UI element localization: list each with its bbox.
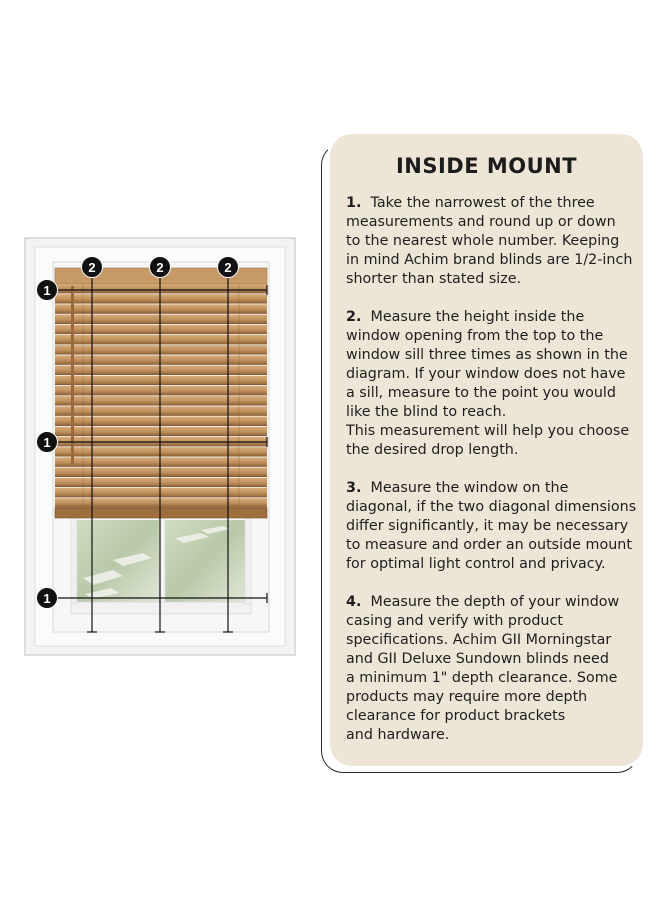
step-text: window opening from the top to the — [346, 328, 604, 344]
step-line — [346, 726, 627, 745]
step-text: measurements and round up or down — [346, 214, 616, 230]
step-text: to measure and order an outside mount — [346, 537, 632, 553]
step-text: casing and verify with product — [346, 613, 563, 629]
step-text: clearance for product brackets — [346, 708, 566, 724]
blind-slat — [55, 488, 267, 497]
blind-slat — [55, 345, 267, 354]
step-text: like the blind to reach. — [346, 404, 507, 420]
step-number: 3. — [346, 480, 362, 496]
blind-slat — [55, 294, 267, 303]
step-line — [346, 327, 627, 346]
step-line — [346, 555, 627, 574]
step-text: and GII Deluxe Sundown blinds need — [346, 651, 609, 667]
step-line — [346, 403, 627, 422]
marker-width-middle: 1 — [36, 431, 58, 453]
step-line — [346, 365, 627, 384]
step-text: in mind Achim brand blinds are 1/2-inch — [346, 252, 633, 268]
step-text: This measurement will help you choose — [346, 423, 630, 439]
window-diagram — [25, 238, 295, 655]
instruction-step — [346, 479, 637, 574]
marker-width-bottom: 1 — [36, 587, 58, 609]
blind-slat — [55, 386, 267, 395]
step-line — [346, 270, 627, 289]
blind-slat — [55, 366, 267, 375]
step-line — [346, 498, 637, 517]
step-line — [346, 346, 627, 365]
step-line — [346, 232, 627, 251]
step-line — [346, 593, 627, 612]
blind-slat — [55, 355, 267, 364]
window-sash-left — [71, 514, 77, 604]
marker-height-right: 2 — [217, 256, 239, 278]
step-line — [346, 536, 632, 555]
step-text: Measure the window on the — [370, 480, 569, 496]
blind-slat — [55, 478, 267, 487]
step-number: 1. — [346, 195, 362, 211]
blind-slat — [55, 406, 267, 415]
step-text: a sill, measure to the point you would — [346, 385, 616, 401]
step-line — [346, 308, 627, 327]
step-text: a minimum 1" depth clearance. Some — [346, 670, 618, 686]
step-text: Measure the depth of your window — [370, 594, 620, 610]
step-text: to the nearest whole number. Keeping — [346, 233, 620, 249]
instruction-step — [346, 308, 630, 460]
step-text: Take the narrowest of the three — [370, 195, 595, 211]
glass-right — [165, 520, 245, 602]
step-line — [346, 688, 627, 707]
step-line — [346, 612, 627, 631]
blind-slat — [55, 335, 267, 344]
window-svg — [25, 238, 295, 655]
blind-slat — [55, 417, 267, 426]
step-line — [346, 707, 627, 726]
step-line — [346, 251, 633, 270]
step-text: diagonal, if the two diagonal dimensions — [346, 499, 637, 515]
marker-height-left: 2 — [81, 256, 103, 278]
blind-slat — [55, 284, 267, 293]
blind-slat — [55, 427, 267, 436]
step-line — [346, 213, 627, 232]
blind-slat — [55, 498, 267, 507]
step-text: products may require more depth — [346, 689, 588, 705]
step-text: for optimal light control and privacy. — [346, 556, 606, 572]
step-line — [346, 441, 627, 460]
instruction-step — [346, 194, 633, 289]
step-text: Measure the height inside the — [370, 309, 585, 325]
step-line — [346, 194, 627, 213]
step-text: diagram. If your window does not have — [346, 366, 626, 382]
step-line — [346, 650, 627, 669]
blind-slat — [55, 457, 267, 466]
step-text: specifications. Achim GII Morningstar — [346, 632, 612, 648]
blind-slat — [55, 304, 267, 313]
step-list — [346, 194, 637, 745]
step-text: and hardware. — [346, 727, 450, 743]
blind-slat — [55, 325, 267, 334]
window-sash-right — [245, 514, 251, 604]
step-text: the desired drop length. — [346, 442, 519, 458]
step-text: window sill three times as shown in the — [346, 347, 628, 363]
instruction-card — [330, 134, 643, 766]
step-line — [346, 669, 627, 688]
blind-slat — [55, 396, 267, 405]
marker-height-center: 2 — [149, 256, 171, 278]
step-number: 2. — [346, 309, 362, 325]
window-sill-frame — [71, 602, 251, 614]
step-text: shorter than stated size. — [346, 271, 522, 287]
step-line — [346, 422, 630, 441]
blind-bottom-rail — [55, 508, 267, 518]
blind-slat — [55, 315, 267, 324]
step-line — [346, 384, 627, 403]
step-line — [346, 479, 627, 498]
blind-wand — [71, 286, 74, 464]
card-title: INSIDE MOUNT — [395, 154, 578, 178]
marker-width-top: 1 — [36, 279, 58, 301]
instruction-step — [346, 593, 627, 745]
step-line — [346, 631, 627, 650]
blind-slat — [55, 376, 267, 385]
step-number: 4. — [346, 594, 362, 610]
blind-slat — [55, 447, 267, 456]
step-line — [346, 517, 627, 536]
blind-slat — [55, 468, 267, 477]
step-text: differ significantly, it may be necessary — [346, 518, 629, 534]
